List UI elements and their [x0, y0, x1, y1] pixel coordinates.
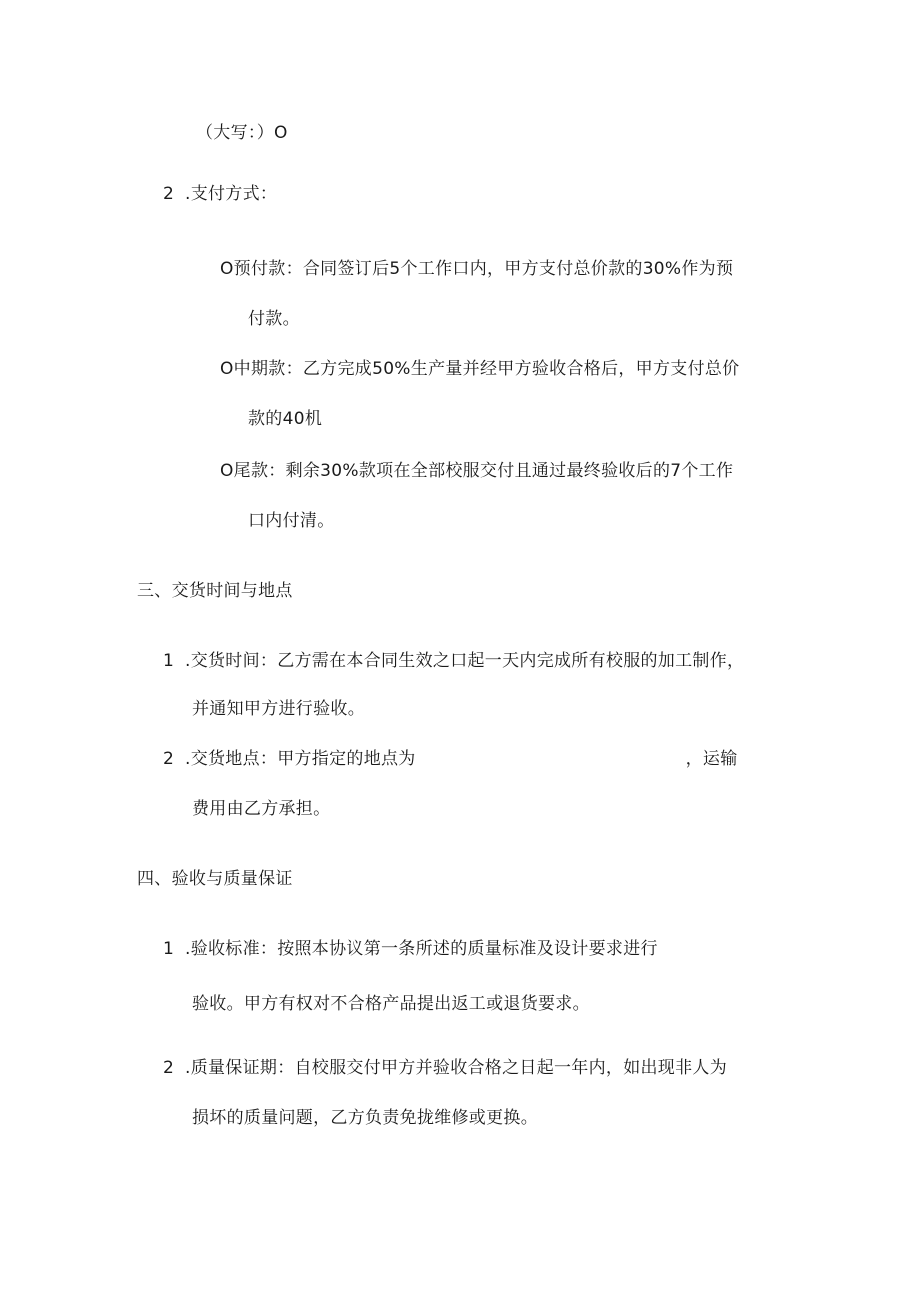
warranty-line-2: 损坏的质量问题，乙方负责免拢维修或更换。	[192, 1108, 538, 1128]
prepayment-line-1: O预付款：合同签订后5个工作口内，甲方支付总价款的30%作为预	[220, 259, 734, 279]
delivery-time-line-1	[163, 650, 744, 672]
delivery-place-line-1	[163, 748, 738, 770]
amount-in-words: （大写：）O	[196, 123, 288, 143]
delivery-place-line-2: 费用由乙方承担。	[192, 799, 331, 819]
acceptance-standard-line-2: 验收。甲方有权对不合格产品提出返工或退货要求。	[192, 994, 590, 1014]
midpayment-line-1: O中期款：乙方完成50%生产量并经甲方验收合格后，甲方支付总价	[220, 359, 740, 379]
warranty-line-1	[163, 1057, 727, 1079]
warranty-number: 2	[163, 1058, 175, 1078]
delivery-place-number: 2	[163, 749, 175, 769]
final-payment-line-2: 口内付清。	[248, 511, 335, 531]
section-3-title: 三、交货时间与地点	[137, 581, 293, 601]
payment-heading-number: 2	[163, 184, 175, 204]
payment-heading	[163, 183, 277, 205]
payment-heading-text: .支付方式：	[185, 184, 278, 204]
midpayment-line-2: 款的40机	[248, 409, 323, 429]
final-payment-line-1: O尾款：剩余30%款项在全部校服交付且通过最终验收后的7个工作	[220, 461, 734, 481]
delivery-time-number: 1	[163, 651, 175, 671]
prepayment-line-2: 付款。	[248, 309, 300, 329]
delivery-time-text: .交货时间：乙方需在本合同生效之口起一天内完成所有校服的加工制作，	[185, 651, 745, 671]
acceptance-standard-text: .验收标准：按照本协议第一条所述的质量标准及设计要求进行	[185, 939, 658, 959]
acceptance-standard-line-1	[163, 938, 658, 960]
delivery-place-text: .交货地点：甲方指定的地点为	[185, 749, 416, 769]
section-4-title: 四、验收与质量保证	[137, 869, 293, 889]
delivery-place-text-end: ，运输	[685, 749, 738, 769]
warranty-text: .质量保证期：自校服交付甲方并验收合格之日起一年内，如出现非人为	[185, 1058, 728, 1078]
delivery-time-line-2: 并通知甲方进行验收。	[192, 699, 365, 719]
acceptance-standard-number: 1	[163, 939, 175, 959]
